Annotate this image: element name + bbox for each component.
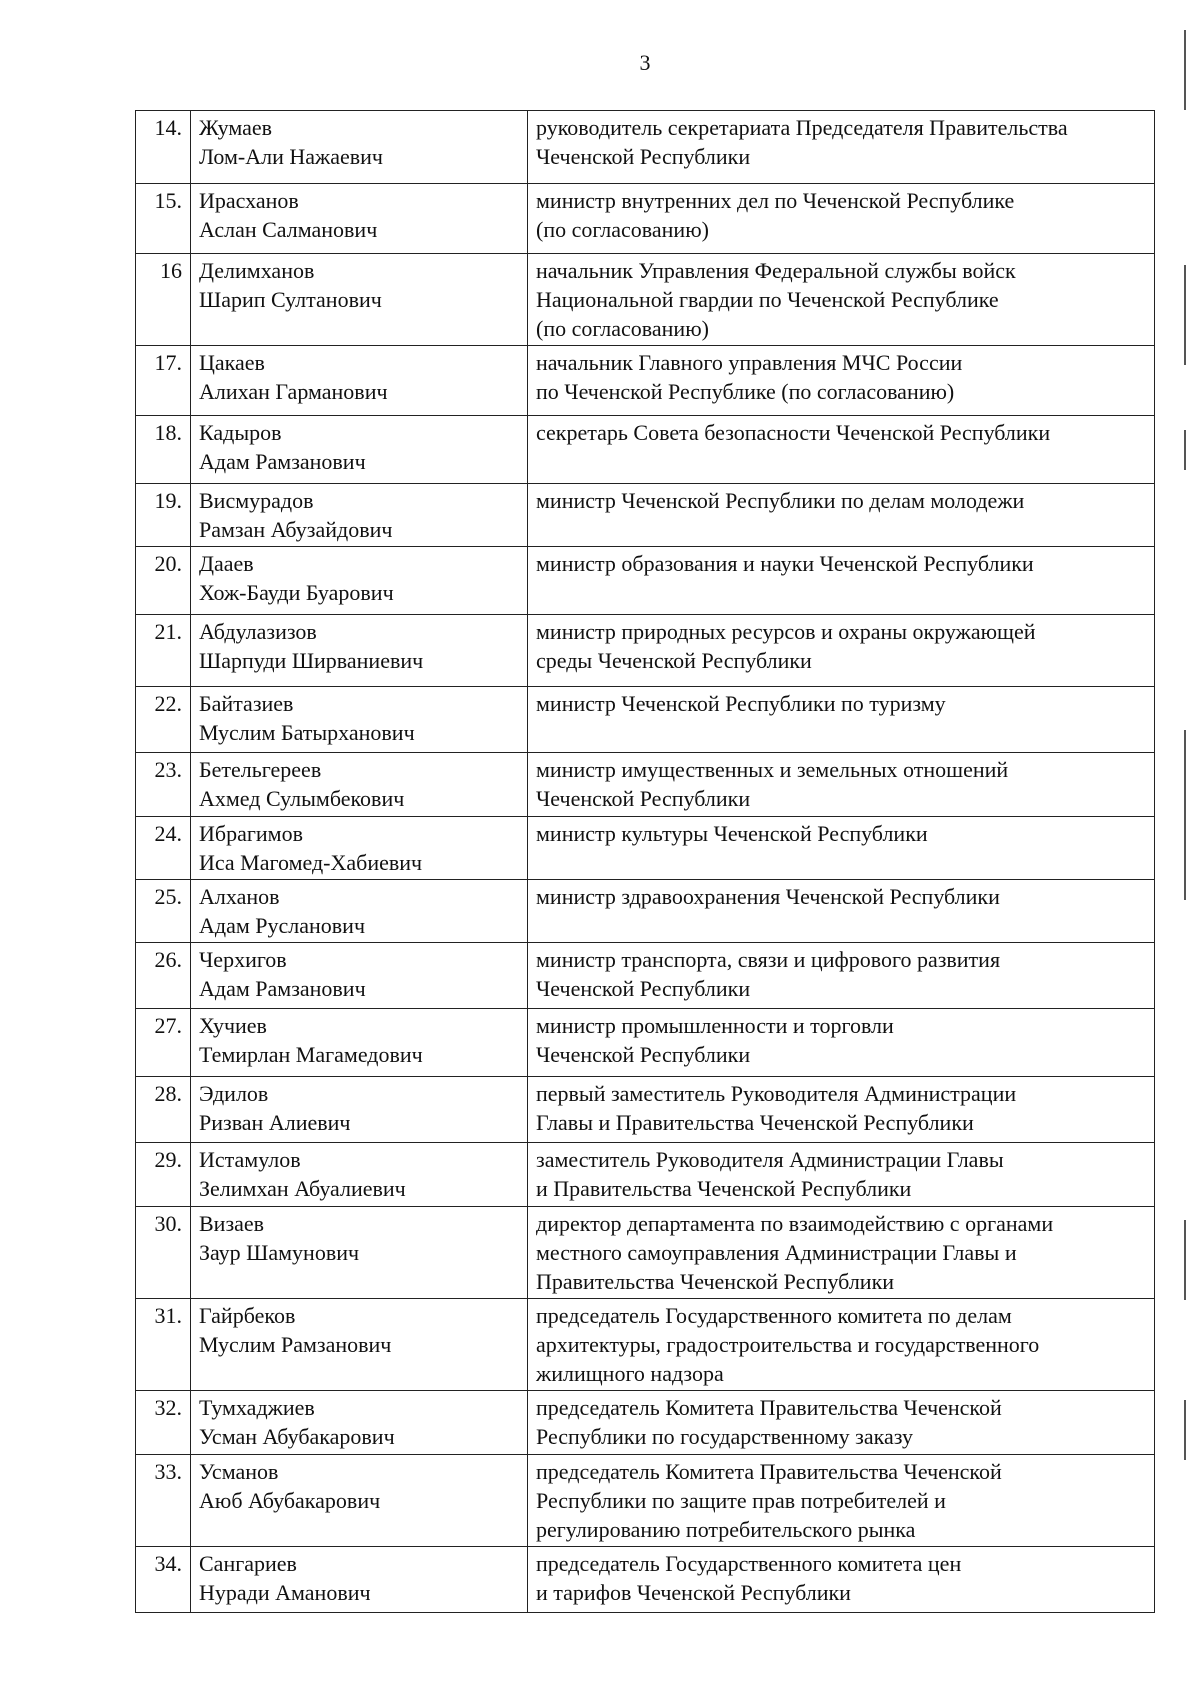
row-number: 21.	[136, 615, 191, 687]
member-name	[191, 817, 528, 880]
member-given-names: Адам Рамзанович	[199, 976, 366, 1001]
member-given-names: Алихан Гарманович	[199, 379, 388, 404]
position-line: Правительства Чеченской Республики	[536, 1269, 895, 1294]
position-line: (по согласованию)	[536, 217, 709, 242]
position-line: министр внутренних дел по Чеченской Республике	[536, 188, 1015, 213]
member-name	[191, 753, 528, 817]
member-name	[191, 346, 528, 416]
member-position	[528, 484, 1155, 547]
member-surname: Дааев	[199, 551, 254, 576]
row-number: 14.	[136, 111, 191, 184]
position-line: Чеченской Республики	[536, 1042, 751, 1067]
member-given-names: Шарпуди Ширваниевич	[199, 648, 424, 673]
member-position	[528, 753, 1155, 817]
row-number: 20.	[136, 547, 191, 615]
scan-edge-mark	[1184, 265, 1186, 365]
position-line: среды Чеченской Республики	[536, 648, 812, 673]
member-surname: Байтазиев	[199, 691, 294, 716]
table-row	[136, 184, 1155, 254]
member-name	[191, 1391, 528, 1455]
row-number: 30.	[136, 1207, 191, 1299]
member-name	[191, 1009, 528, 1077]
scan-edge-mark	[1184, 730, 1186, 850]
position-line: и Правительства Чеченской Республики	[536, 1176, 912, 1201]
table-row	[136, 484, 1155, 547]
table-row	[136, 1391, 1155, 1455]
position-line: начальник Управления Федеральной службы войск	[536, 258, 1016, 283]
row-number: 16	[136, 254, 191, 346]
member-given-names: Муслим Рамзанович	[199, 1332, 392, 1357]
position-line: председатель Государственного комитета по делам	[536, 1303, 1012, 1328]
position-line: Национальной гвардии по Чеченской Республике	[536, 287, 999, 312]
member-surname: Усманов	[199, 1459, 279, 1484]
member-name	[191, 943, 528, 1009]
member-position	[528, 880, 1155, 943]
row-number: 18.	[136, 416, 191, 484]
member-position	[528, 1391, 1155, 1455]
row-number: 33.	[136, 1455, 191, 1547]
member-surname: Жумаев	[199, 115, 273, 140]
position-line: министр транспорта, связи и цифрового развития	[536, 947, 1001, 972]
member-name	[191, 615, 528, 687]
member-given-names: Адам Рамзанович	[199, 449, 366, 474]
position-line: министр Чеченской Республики по делам молодежи	[536, 488, 1025, 513]
table-row	[136, 615, 1155, 687]
member-name	[191, 1455, 528, 1547]
member-name	[191, 1299, 528, 1391]
member-position	[528, 1143, 1155, 1207]
table-row	[136, 943, 1155, 1009]
position-line: министр имущественных и земельных отношений	[536, 757, 1009, 782]
table-row	[136, 1207, 1155, 1299]
member-position	[528, 184, 1155, 254]
member-position	[528, 254, 1155, 346]
member-given-names: Хож-Бауди Буарович	[199, 580, 394, 605]
table-row	[136, 1455, 1155, 1547]
position-line: министр культуры Чеченской Республики	[536, 821, 928, 846]
table-row	[136, 687, 1155, 753]
position-line: Чеченской Республики	[536, 976, 751, 1001]
member-surname: Черхигов	[199, 947, 287, 972]
position-line: регулированию потребительского рынка	[536, 1517, 916, 1542]
row-number: 22.	[136, 687, 191, 753]
member-position	[528, 547, 1155, 615]
member-name	[191, 687, 528, 753]
table-row	[136, 1547, 1155, 1613]
position-line: Республики по защите прав потребителей и	[536, 1488, 946, 1513]
member-surname: Делимханов	[199, 258, 315, 283]
position-line: руководитель секретариата Председателя Правительства	[536, 115, 1068, 140]
member-position	[528, 416, 1155, 484]
member-given-names: Лом-Али Нажаевич	[199, 144, 383, 169]
member-given-names: Темирлан Магамедович	[199, 1042, 423, 1067]
row-number: 28.	[136, 1077, 191, 1143]
position-line: заместитель Руководителя Администрации Главы	[536, 1147, 1004, 1172]
member-position	[528, 817, 1155, 880]
row-number: 15.	[136, 184, 191, 254]
position-line: начальник Главного управления МЧС России	[536, 350, 963, 375]
position-line: министр Чеченской Республики по туризму	[536, 691, 946, 716]
position-line: Республики по государственному заказу	[536, 1424, 913, 1449]
member-surname: Визаев	[199, 1211, 265, 1236]
row-number: 26.	[136, 943, 191, 1009]
member-given-names: Муслим Батырханович	[199, 720, 415, 745]
member-surname: Ирасханов	[199, 188, 299, 213]
members-table-body	[136, 111, 1155, 1613]
row-number: 24.	[136, 817, 191, 880]
table-row	[136, 817, 1155, 880]
member-name	[191, 880, 528, 943]
scan-edge-mark	[1184, 430, 1186, 470]
position-line: и тарифов Чеченской Республики	[536, 1580, 851, 1605]
scan-edge-mark	[1184, 30, 1186, 110]
scan-edge-mark	[1184, 850, 1186, 900]
member-name	[191, 1077, 528, 1143]
row-number: 25.	[136, 880, 191, 943]
member-surname: Цакаев	[199, 350, 265, 375]
position-line: Чеченской Республики	[536, 144, 751, 169]
member-surname: Висмурадов	[199, 488, 314, 513]
position-line: Главы и Правительства Чеченской Республики	[536, 1110, 974, 1135]
table-row	[136, 254, 1155, 346]
member-position	[528, 1547, 1155, 1613]
scan-edge-mark	[1184, 1220, 1186, 1300]
position-line: местного самоуправления Администрации Главы и	[536, 1240, 1017, 1265]
member-given-names: Усман Абубакарович	[199, 1424, 395, 1449]
member-position	[528, 1077, 1155, 1143]
position-line: Чеченской Республики	[536, 786, 751, 811]
table-row	[136, 753, 1155, 817]
member-name	[191, 1143, 528, 1207]
member-surname: Гайрбеков	[199, 1303, 296, 1328]
row-number: 27.	[136, 1009, 191, 1077]
row-number: 31.	[136, 1299, 191, 1391]
member-name	[191, 184, 528, 254]
member-surname: Ибрагимов	[199, 821, 303, 846]
row-number: 19.	[136, 484, 191, 547]
table-row	[136, 880, 1155, 943]
member-position	[528, 1207, 1155, 1299]
table-row	[136, 547, 1155, 615]
table-row	[136, 416, 1155, 484]
member-position	[528, 346, 1155, 416]
member-surname: Бетельгереев	[199, 757, 322, 782]
member-name	[191, 484, 528, 547]
member-surname: Абдулазизов	[199, 619, 317, 644]
table-row	[136, 1009, 1155, 1077]
table-row	[136, 346, 1155, 416]
member-surname: Эдилов	[199, 1081, 269, 1106]
position-line: председатель Комитета Правительства Чеченской	[536, 1459, 1002, 1484]
position-line: министр промышленности и торговли	[536, 1013, 894, 1038]
position-line: министр здравоохранения Чеченской Республики	[536, 884, 1000, 909]
member-surname: Кадыров	[199, 420, 282, 445]
member-position	[528, 615, 1155, 687]
member-surname: Тумхаджиев	[199, 1395, 315, 1420]
position-line: председатель Комитета Правительства Чеченской	[536, 1395, 1002, 1420]
member-position	[528, 111, 1155, 184]
row-number: 34.	[136, 1547, 191, 1613]
member-position	[528, 1455, 1155, 1547]
table-row	[136, 1077, 1155, 1143]
scan-edge-mark	[1184, 1400, 1186, 1460]
row-number: 29.	[136, 1143, 191, 1207]
member-name	[191, 1547, 528, 1613]
table-row	[136, 1299, 1155, 1391]
member-given-names: Зелимхан Абуалиевич	[199, 1176, 406, 1201]
member-given-names: Нуради Аманович	[199, 1580, 371, 1605]
row-number: 23.	[136, 753, 191, 817]
member-name	[191, 254, 528, 346]
position-line: архитектуры, градостроительства и государственного	[536, 1332, 1040, 1357]
member-given-names: Иса Магомед-Хабиевич	[199, 850, 423, 875]
member-position	[528, 1299, 1155, 1391]
position-line: (по согласованию)	[536, 316, 709, 341]
position-line: по Чеченской Республике (по согласованию)	[536, 379, 955, 404]
member-surname: Хучиев	[199, 1013, 267, 1038]
member-position	[528, 943, 1155, 1009]
position-line: первый заместитель Руководителя Администрации	[536, 1081, 1017, 1106]
member-given-names: Аюб Абубакарович	[199, 1488, 381, 1513]
position-line: министр природных ресурсов и охраны окружающей	[536, 619, 1036, 644]
member-given-names: Ризван Алиевич	[199, 1110, 351, 1135]
member-name	[191, 416, 528, 484]
member-given-names: Рамзан Абузайдович	[199, 517, 393, 542]
row-number: 32.	[136, 1391, 191, 1455]
member-surname: Истамулов	[199, 1147, 301, 1172]
table-row	[136, 1143, 1155, 1207]
member-surname: Алханов	[199, 884, 280, 909]
member-surname: Сангариев	[199, 1551, 297, 1576]
member-name	[191, 1207, 528, 1299]
position-line: председатель Государственного комитета цен	[536, 1551, 962, 1576]
member-given-names: Адам Русланович	[199, 913, 366, 938]
position-line: секретарь Совета безопасности Чеченской Республики	[536, 420, 1051, 445]
member-given-names: Заур Шамунович	[199, 1240, 360, 1265]
member-name	[191, 111, 528, 184]
position-line: министр образования и науки Чеченской Республики	[536, 551, 1034, 576]
member-position	[528, 1009, 1155, 1077]
member-position	[528, 687, 1155, 753]
members-table	[135, 110, 1155, 1613]
row-number: 17.	[136, 346, 191, 416]
member-given-names: Аслан Салманович	[199, 217, 378, 242]
page-number: 3	[639, 50, 651, 75]
table-row	[136, 111, 1155, 184]
member-given-names: Ахмед Сулымбекович	[199, 786, 405, 811]
position-line: жилищного надзора	[536, 1361, 724, 1386]
position-line: директор департамента по взаимодействию с органами	[536, 1211, 1054, 1236]
member-given-names: Шарип Султанович	[199, 287, 382, 312]
member-name	[191, 547, 528, 615]
